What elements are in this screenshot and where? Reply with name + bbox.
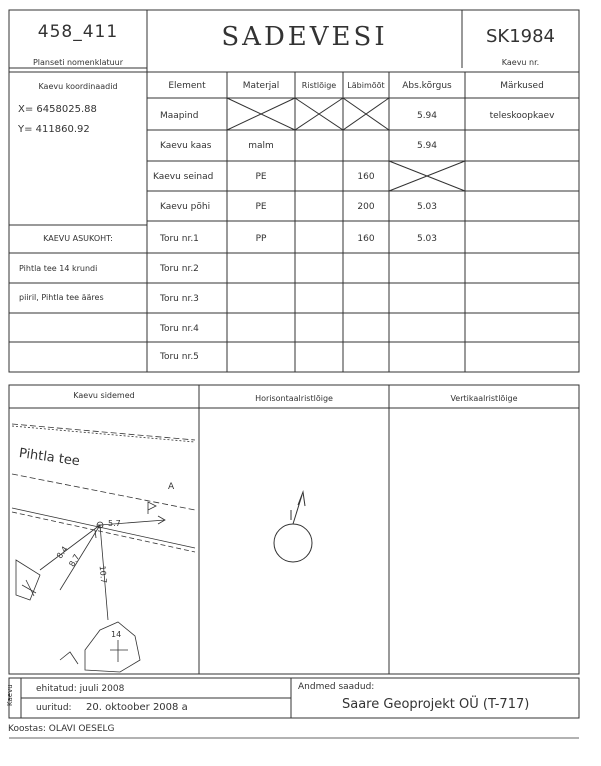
table-cell-element: Toru nr.3 xyxy=(160,294,199,304)
map-label-a: A xyxy=(168,482,175,492)
table-cell-material: PE xyxy=(255,172,267,182)
table-cell-diameter: 160 xyxy=(357,234,375,244)
compiler: Koostas: OLAVI OESELG xyxy=(8,724,115,734)
column-header: Läbimõõt xyxy=(347,81,385,90)
panel-title-vertical: Vertikaalristlõige xyxy=(450,394,518,403)
location-line-1: Pihtla tee 14 krundi xyxy=(19,264,98,273)
table-cell-material: PE xyxy=(255,202,267,212)
panel-title-links: Kaevu sidemed xyxy=(73,391,135,400)
column-header: Element xyxy=(168,81,206,91)
table-cell-material: malm xyxy=(248,141,274,151)
column-header: Materjal xyxy=(242,81,280,91)
coordinate-x: X= 6458025.88 xyxy=(18,104,97,115)
distance-label: 8.7 xyxy=(67,552,82,569)
distance-label: 8.4 xyxy=(55,544,70,561)
coordinates-label: Kaevu koordinaadid xyxy=(38,82,118,91)
horizontal-section-drawing xyxy=(274,492,312,562)
measured-date: 20. oktoober 2008 a xyxy=(86,702,188,713)
table-cell-abs: 5.03 xyxy=(416,202,438,212)
distance-label: 10.7 xyxy=(97,565,109,584)
well-number-label: Kaevu nr. xyxy=(501,58,540,67)
distance-label: 5.7 xyxy=(108,519,121,528)
table-cell-abs: 5.94 xyxy=(416,141,438,151)
table-cell-element: Toru nr.4 xyxy=(160,324,199,334)
table-cell-notes: teleskoopkaev xyxy=(489,111,555,121)
side-label: Kaevu xyxy=(6,684,14,706)
table-cell-element: Toru nr.5 xyxy=(160,352,199,362)
table-cell-element: Toru nr.2 xyxy=(160,264,199,274)
table-cell-element: Kaevu põhi xyxy=(160,202,211,212)
page-title: SADEVESI xyxy=(221,22,388,52)
street-label: Pihtla tee xyxy=(17,446,81,470)
table-cell-abs: 5.94 xyxy=(416,111,438,121)
table-cell-element: Kaevu seinad xyxy=(153,172,214,182)
measured-label: uuritud: xyxy=(36,703,72,713)
table-cell-element: Toru nr.1 xyxy=(160,234,199,244)
table-cell-abs: 5.03 xyxy=(416,234,438,244)
column-header: Ristlõige xyxy=(301,81,337,90)
table-cell-material: PP xyxy=(255,234,267,244)
location-line-2: piiril, Pihtla tee ääres xyxy=(19,293,104,302)
table-cell-element: Maapind xyxy=(160,111,199,121)
built-date: ehitatud: juuli 2008 xyxy=(36,684,125,694)
data-source-label: Andmed saadud: xyxy=(298,682,375,692)
nomenclature-label: Planseti nomenklatuur xyxy=(32,58,124,67)
coordinate-y: Y= 411860.92 xyxy=(18,124,90,135)
column-header: Abs.kõrgus xyxy=(402,81,452,91)
table-cell-element: Kaevu kaas xyxy=(160,141,212,151)
column-header: Märkused xyxy=(500,81,544,91)
well-number: SK1984 xyxy=(485,26,556,47)
panel-title-horizontal: Horisontaalristlõige xyxy=(255,394,333,403)
table-cell-diameter: 160 xyxy=(357,172,375,182)
location-label: KAEVU ASUKOHT: xyxy=(43,234,113,243)
building-number: 14 xyxy=(111,630,122,639)
table-cell-diameter: 200 xyxy=(357,202,375,212)
data-source: Saare Geoprojekt OÜ (T-717) xyxy=(342,697,530,712)
nomenclature-code: 458_411 xyxy=(37,22,119,42)
